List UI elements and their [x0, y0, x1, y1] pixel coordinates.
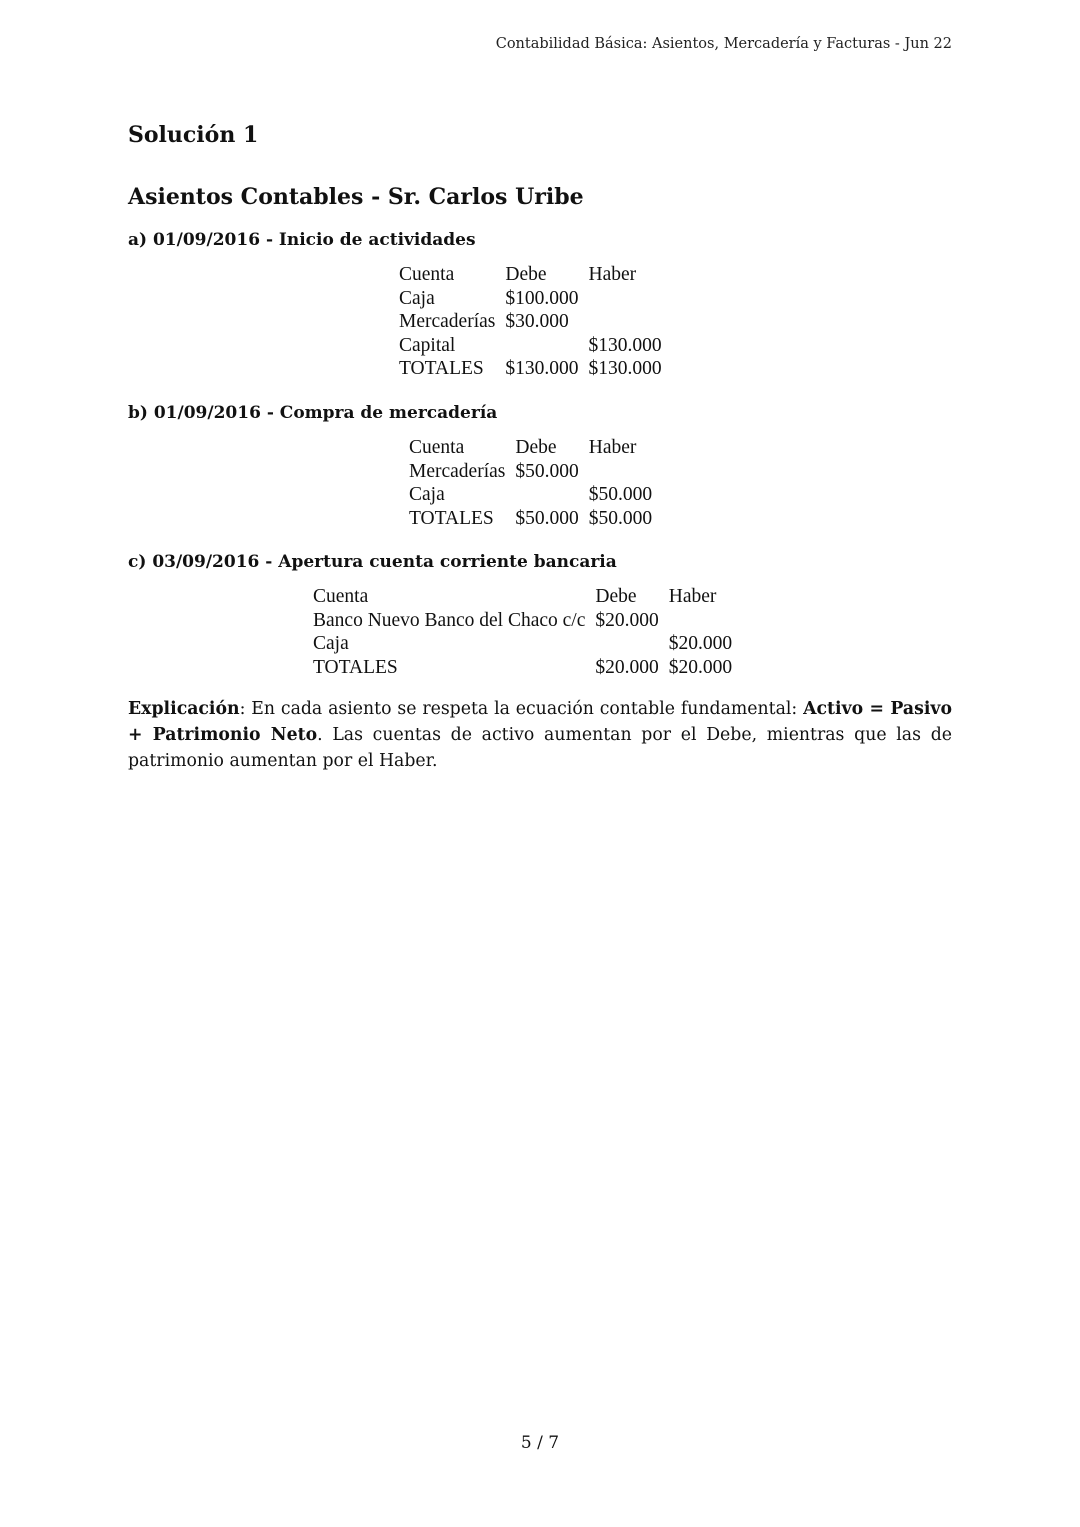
account-cell: Caja [313, 633, 349, 654]
column-header-account: Cuenta [313, 586, 369, 607]
debit-cell [595, 632, 668, 656]
debit-cell: $130.000 [505, 358, 579, 379]
credit-cell: $20.000 [668, 656, 733, 678]
debit-cell: $50.000 [515, 460, 579, 482]
account-cell: Mercaderías [399, 311, 496, 332]
column-header-credit: Haber [668, 586, 717, 607]
account-cell: Mercaderías [409, 460, 506, 482]
explanation-paragraph [128, 696, 952, 774]
explanation-text-1: : En cada asiento se respeta la ecuación contable fundamental: [239, 699, 804, 719]
table-row [313, 609, 732, 633]
explanation-label: Explicación [128, 699, 240, 719]
page-number: 5 / 7 [520, 1433, 560, 1453]
ledger-table-a [399, 263, 662, 381]
column-header-account: Cuenta [399, 264, 455, 285]
totals-row [313, 656, 732, 680]
section-title: Asientos Contables - Sr. Carlos Uribe [128, 184, 584, 210]
account-cell: TOTALES [409, 507, 494, 529]
credit-cell [588, 310, 661, 334]
debit-cell [515, 483, 588, 507]
debit-cell: $20.000 [595, 609, 659, 631]
account-cell: Capital [399, 334, 456, 356]
table-row [399, 287, 662, 311]
account-cell: TOTALES [313, 656, 398, 678]
debit-cell [505, 334, 588, 358]
explanation-equation: Activo = Pasivo + Patrimonio Neto [128, 699, 952, 745]
entry-heading-c: c) 03/09/2016 - Apertura cuenta corriente bancaria [128, 552, 617, 572]
solution-title: Solución 1 [128, 122, 259, 148]
ledger-table-c [313, 585, 732, 679]
table-header-row [409, 436, 652, 460]
column-header-debit: Debe [515, 437, 557, 458]
credit-cell: $20.000 [668, 633, 733, 654]
running-header: Contabilidad Básica: Asientos, Mercadería y Facturas - Jun 22 [495, 36, 952, 52]
account-cell: Caja [409, 484, 445, 505]
account-cell: Caja [399, 287, 435, 309]
account-cell: Banco Nuevo Banco del Chaco c/c [313, 609, 586, 631]
column-header-account: Cuenta [409, 437, 465, 458]
explanation-text-2: . Las cuentas de activo aumentan por el Debe, mientras que las de patrimonio aumentan por el Haber. [128, 725, 952, 771]
totals-row [399, 357, 662, 381]
debit-cell: $20.000 [595, 656, 659, 678]
credit-cell: $50.000 [588, 507, 653, 529]
credit-cell [669, 609, 732, 633]
credit-cell [588, 287, 661, 311]
column-header-credit: Haber [588, 264, 637, 285]
table-row [399, 334, 662, 358]
column-header-credit: Haber [588, 437, 637, 458]
debit-cell: $50.000 [515, 507, 579, 529]
credit-cell: $130.000 [588, 358, 662, 379]
table-row [409, 460, 652, 484]
column-header-debit: Debe [595, 586, 637, 607]
totals-row [409, 507, 652, 531]
credit-cell: $130.000 [588, 334, 662, 356]
entry-heading-b: b) 01/09/2016 - Compra de mercadería [128, 403, 498, 423]
table-row [409, 483, 652, 507]
column-header-debit: Debe [505, 264, 547, 285]
account-cell: TOTALES [399, 358, 484, 379]
table-header-row [399, 263, 662, 287]
credit-cell: $50.000 [588, 484, 653, 505]
ledger-table-b [409, 436, 652, 530]
credit-cell [589, 460, 652, 484]
entry-heading-a: a) 01/09/2016 - Inicio de actividades [128, 230, 476, 250]
table-row [313, 632, 732, 656]
debit-cell: $100.000 [505, 287, 579, 309]
table-header-row [313, 585, 732, 609]
debit-cell: $30.000 [505, 311, 569, 332]
table-row [399, 310, 662, 334]
